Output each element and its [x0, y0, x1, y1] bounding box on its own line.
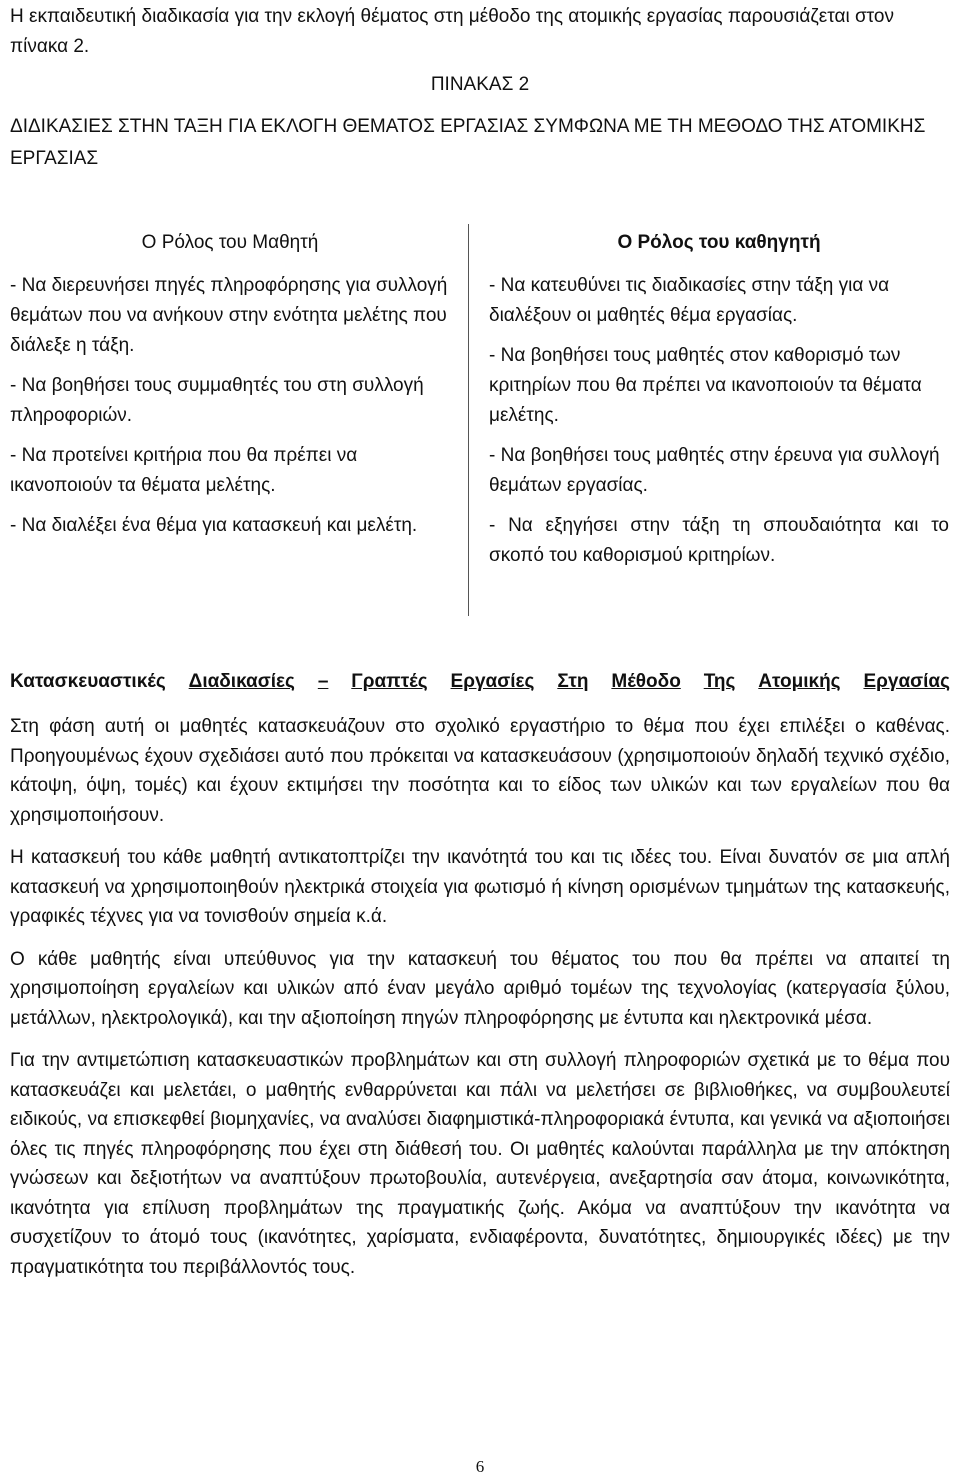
student-role-header: Ο Ρόλος του Μαθητή: [141, 232, 319, 253]
intro-paragraph: Η εκπαιδευτική διαδικασία για την εκλογή θέματος στη μέθοδο της ατομικής εργασίας παρουσιάζεται στον πίνακα 2.: [10, 6, 894, 57]
heading-word: Διαδικασίες: [188, 671, 295, 692]
heading-word: –: [317, 671, 329, 692]
body-paragraph: Ο κάθε μαθητής είναι υπεύθυνος για την κατασκευή του θέματος του που θα πρέπει να απαιτεί τη χρησιμοποίηση εργαλείων και υλικών από έναν μεγάλο αριθμό τομέων της τεχνολογίας (κατεργασία ξύλου, μετάλλων, ηλεκτρολογικά), και την αξιοποίηση πηγών πληροφόρησης με έντυπα και ηλεκτρονικά μέσα.: [10, 948, 950, 1029]
teacher-role-item: - Να βοηθήσει τους μαθητές στον καθορισμό των κριτηρίων που θα πρέπει να ικανοποιούν τα θέματα μελέτης.: [489, 345, 922, 426]
table-title: ΠΙΝΑΚΑΣ 2: [430, 74, 530, 95]
heading-word: Της: [703, 671, 736, 692]
student-role-item: - Να προτείνει κριτήρια που θα πρέπει να ικανοποιούν τα θέματα μελέτης.: [10, 445, 358, 496]
table-column-divider: [468, 224, 469, 616]
teacher-role-column: [489, 224, 949, 571]
body-paragraph: Η κατασκευή του κάθε μαθητή αντικατοπτρίζει την ικανότητά του και τις ιδέες του. Είναι δυνατόν σε μια απλή κατασκευή να χρησιμοποιηθούν ηλεκτρικά στοιχεία για φωτισμό ή κίνηση ορισμένων τμημάτων της κατασκευής, γραφικές τέχνες για να τονισθούν σημεία κ.ά.: [10, 847, 950, 927]
page-number: 6: [475, 1457, 485, 1476]
student-role-item: - Να διερευνήσει πηγές πληροφόρησης για συλλογή θεμάτων που να ανήκουν στην ενότητα μελέτης που διάλεξε η τάξη.: [10, 275, 448, 356]
teacher-role-header: Ο Ρόλος του καθηγητή: [617, 232, 821, 253]
section-heading: [10, 667, 950, 697]
heading-word: Κατασκευαστικές: [10, 671, 166, 692]
student-role-column: [10, 224, 450, 541]
teacher-role-item: - Να βοηθήσει τους μαθητές στην έρευνα για συλλογή θεμάτων εργασίας.: [489, 445, 940, 496]
student-role-item: - Να διαλέξει ένα θέμα για κατασκευή και μελέτη.: [10, 515, 418, 536]
student-role-item: - Να βοηθήσει τους συμμαθητές του στη συλλογή πληροφοριών.: [10, 375, 424, 426]
heading-word: Γραπτές: [351, 671, 428, 692]
heading-word: Μέθοδο: [611, 671, 681, 692]
heading-word: Στη: [557, 671, 589, 692]
section-body: [10, 712, 950, 1295]
table-subtitle: ΔΙΔΙΚΑΣΙΕΣ ΣΤΗΝ ΤΑΞΗ ΓΙΑ ΕΚΛΟΓΗ ΘΕΜΑΤΟΣ ΕΡΓΑΣΙΑΣ ΣΥΜΦΩΝΑ ΜΕ ΤΗ ΜΕΘΟΔΟ ΤΗΣ ΑΤΟΜΙΚΗΣ ΕΡΓΑΣΙΑΣ: [10, 116, 926, 169]
teacher-role-item: - Να κατευθύνει τις διαδικασίες στην τάξη για να διαλέξουν οι μαθητές θέμα εργασίας.: [489, 275, 890, 326]
roles-table: [0, 224, 960, 616]
teacher-role-item: - Να εξηγήσει στην τάξη τη σπουδαιότητα και το σκοπό του καθορισμού κριτηρίων.: [489, 515, 949, 566]
body-paragraph: Στη φάση αυτή οι μαθητές κατασκευάζουν στο σχολικό εργαστήριο το θέμα που έχει επιλέξει ο καθένας. Προηγουμένως έχουν σχεδιάσει αυτό που πρόκειται να κατασκευάσουν (χρησιμοποιούν δηλαδή τεχνικό σχέδιο, κάτοψη, όψη, τομές) και έχουν εκτιμήσει την ποσότητα και το είδος των υλικών και των εργαλείων που θα χρησιμοποιήσουν.: [10, 716, 950, 826]
body-paragraph: Για την αντιμετώπιση κατασκευαστικών προβλημάτων και στη συλλογή πληροφοριών σχετικά με το θέμα που κατασκευάζει και μελετάει, ο μαθητής ενθαρρύνεται και πάλι να μελετήσει σε βιβλιοθήκες, να συμβουλευτεί ειδικούς, να επισκεφθεί βιομηχανίες, να αναλύσει διαφημιστικά-πληροφοριακά έντυπα, και γενικά να αξιοποιήσει όλες τις πηγές πληροφόρησης που έχει στη διάθεσή του. Οι μαθητές καλούνται παράλληλα με την απόκτηση γνώσεων και δεξιοτήτων να αναπτύξουν πρωτοβουλία, αυτενέργεια, ανεξαρτησία σαν άτομα, κοινωνικότητα, ικανότητα για επίλυση προβλημάτων της πραγματικής ζωής. Ακόμα να αναπτύξουν την ικανότητα να συσχετίζουν το άτομό τους (ικανότητες, χαρίσματα, ενδιαφέροντα, δυνατότητες, δημιουργικές ιδέες) με την πραγματικότητα του περιβάλλοντός τους.: [10, 1050, 950, 1278]
heading-word: Εργασίες: [450, 671, 535, 692]
heading-word: Εργασίας: [863, 671, 950, 692]
heading-word: Ατομικής: [758, 671, 841, 692]
